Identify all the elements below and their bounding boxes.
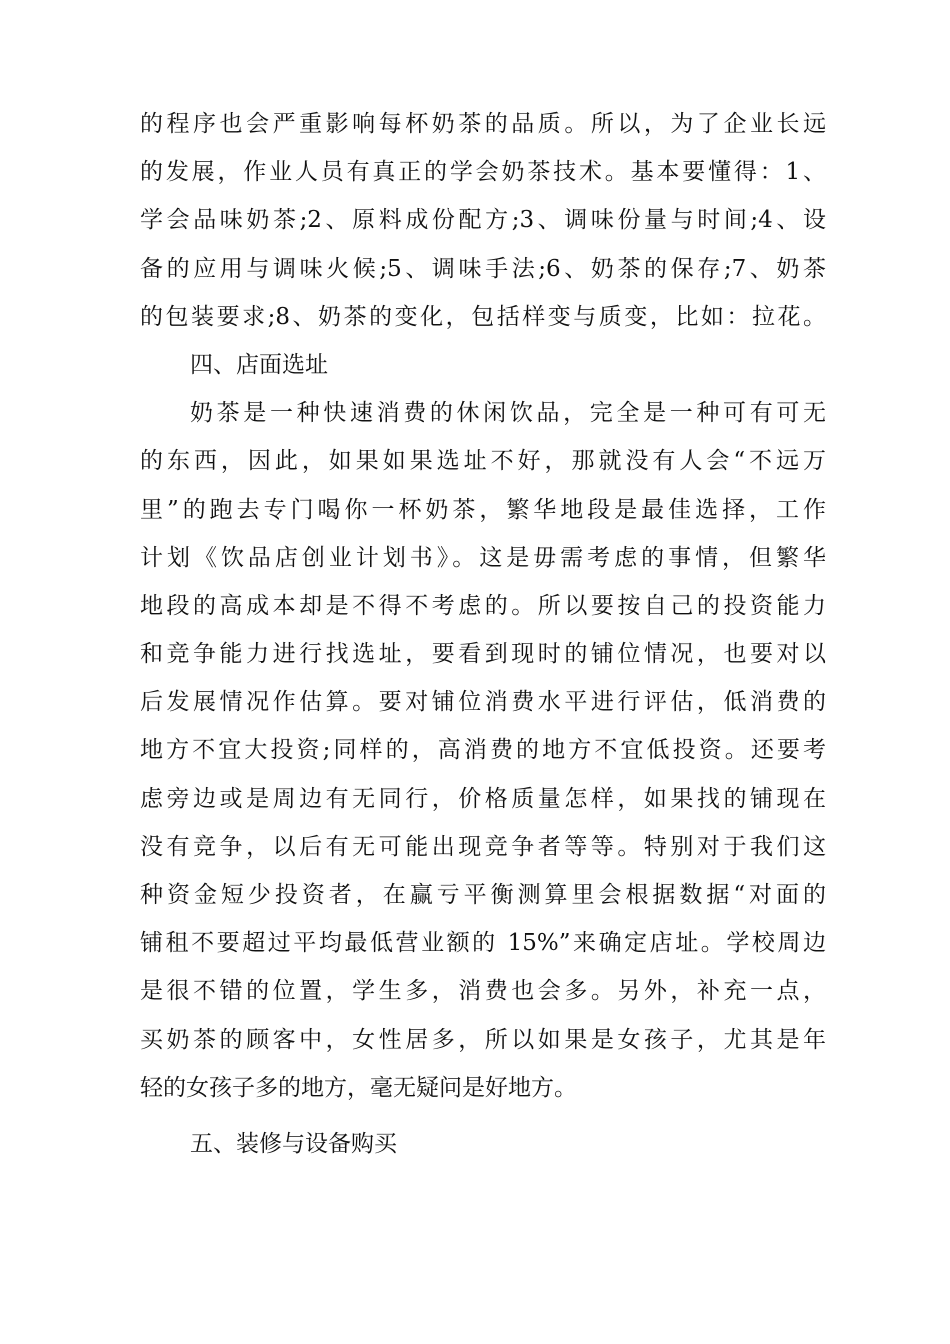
text-line: 种资金短少投资者，在赢亏平衡测算里会根据数据“对面的	[140, 882, 826, 908]
text-line: 计划《饮品店创业计划书》。这是毋需考虑的事情，但繁华	[140, 544, 826, 571]
text-line: 是很不错的位置，学生多，消费也会多。另外，补充一点，	[140, 978, 826, 1005]
text-line: 轻的女孩子多的地方，毫无疑问是好地方。	[140, 1074, 577, 1101]
section-heading-5: 五、装修与设备购买	[190, 1130, 397, 1157]
text-line: 虑旁边或是周边有无同行，价格质量怎样，如果找的铺现在	[140, 785, 826, 812]
text-line: 铺租不要超过平均最低营业额的 15%”来确定店址。学校周边	[140, 930, 826, 957]
text-line: 的发展，作业人员有真正的学会奶茶技术。基本要懂得：1、	[140, 159, 826, 186]
text-line: 的东西，因此，如果如果选址不好，那就没有人会“不远万	[140, 448, 826, 475]
text-line: 的程序也会严重影响每杯奶茶的品质。所以，为了企业长远	[140, 111, 826, 137]
text-line: 地段的高成本却是不得不考虑的。所以要按自己的投资能力	[140, 592, 826, 619]
section-spacer	[140, 1112, 826, 1120]
text-line: 后发展情况作估算。要对铺位消费水平进行评估，低消费的	[140, 689, 826, 716]
document-body	[140, 100, 826, 1168]
text-line: 里”的跑去专门喝你一杯奶茶，繁华地段是最佳选择，工作	[140, 496, 826, 523]
text-line: 的包装要求;8、奶茶的变化，包括样变与质变，比如：拉花。	[140, 303, 826, 330]
text-line: 没有竞争，以后有无可能出现竞争者等等。特别对于我们这	[140, 833, 826, 860]
text-line: 买奶茶的顾客中，女性居多，所以如果是女孩子，尤其是年	[140, 1026, 826, 1053]
text-line: 奶茶是一种快速消费的休闲饮品，完全是一种可有可无	[190, 400, 826, 427]
paragraph-location	[140, 389, 826, 1112]
text-line: 学会品味奶茶;2、原料成份配方;3、调味份量与时间;4、设	[140, 207, 826, 234]
section-heading-4: 四、店面选址	[190, 351, 328, 378]
text-line: 和竞争能力进行找选址，要看到现时的铺位情况，也要对以	[140, 641, 826, 668]
text-line: 备的应用与调味火候;5、调味手法;6、奶茶的保存;7、奶茶	[140, 255, 826, 282]
text-line: 地方不宜大投资;同样的，高消费的地方不宜低投资。还要考	[140, 737, 826, 764]
paragraph-intro	[140, 100, 826, 341]
